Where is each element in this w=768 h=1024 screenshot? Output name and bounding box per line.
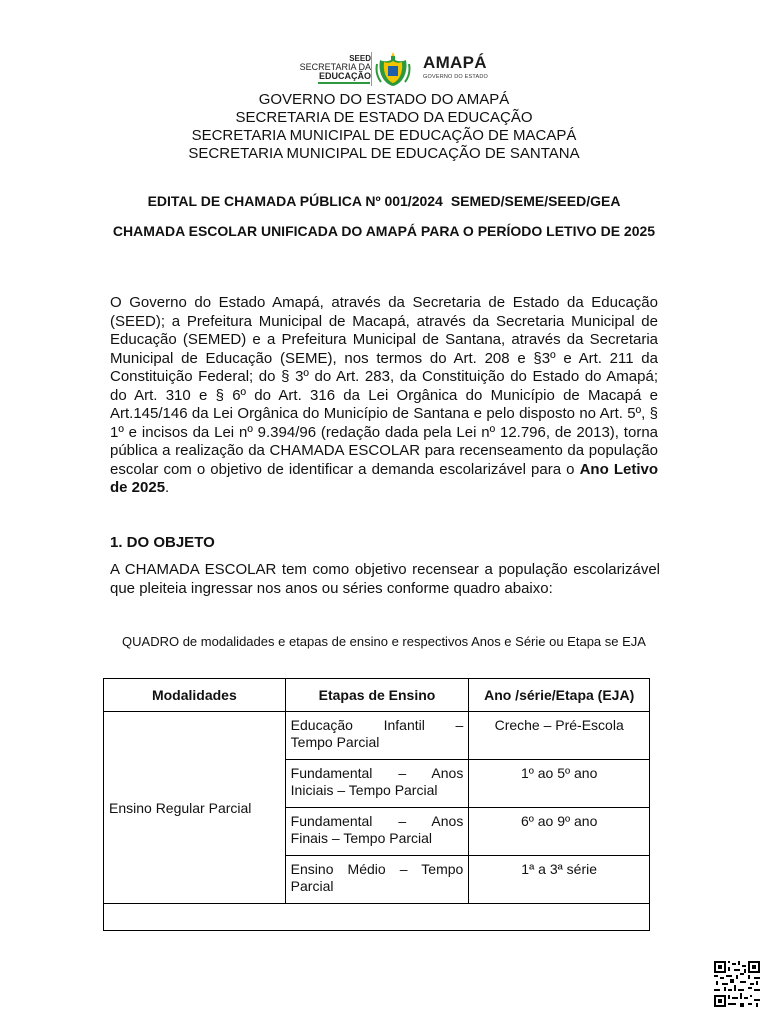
header-line-2: SECRETARIA DE ESTADO DA EDUCAÇÃO <box>235 109 533 126</box>
etapa-line-2: Tempo Parcial <box>290 734 380 750</box>
edital-orgs: SEMED/SEME/SEED/GEA <box>450 193 621 209</box>
table-cell-ano: 6º ao 9º ano <box>469 808 650 856</box>
table-cell-etapa <box>285 856 469 904</box>
table-cell-ano: Creche – Pré-Escola <box>469 712 650 760</box>
amapa-government-logo <box>423 53 488 80</box>
etapa-line-1: Fundamental – Anos <box>290 765 464 781</box>
header-line-3: SECRETARIA MUNICIPAL DE EDUCAÇÃO DE MACAPÁ <box>191 127 577 144</box>
header-line-4: SECRETARIA MUNICIPAL DE EDUCAÇÃO DE SANTANA <box>188 145 580 162</box>
etapa-line-2: Iniciais – Tempo Parcial <box>290 782 438 798</box>
modalidades-table <box>103 678 650 931</box>
intro-period: . <box>165 479 170 496</box>
section-objeto-paragraph: A CHAMADA ESCOLAR tem como objetivo recensear a população escolarizável que pleiteia ingressar nos anos ou séries conforme quadro abaixo: <box>110 561 660 597</box>
table-cell-ano: 1ª a 3ª série <box>469 856 650 904</box>
edital-title <box>0 193 768 209</box>
seed-logo-acronym: SEED <box>349 54 371 63</box>
table-cell-etapa <box>285 712 469 760</box>
logo-separator <box>371 52 372 86</box>
table-row-empty <box>104 904 650 931</box>
intro-paragraph <box>110 294 658 498</box>
seed-logo <box>271 54 371 81</box>
table-header-etapas: Etapas de Ensino <box>285 679 469 712</box>
etapa-line-1: Fundamental – Anos <box>290 813 464 829</box>
amapa-logo-name: AMAPÁ <box>423 53 487 72</box>
section-heading-objeto: 1. DO OBJETO <box>110 534 215 551</box>
amapa-logo-subtitle: GOVERNO DO ESTADO <box>423 74 489 80</box>
qr-code-icon[interactable] <box>714 961 760 1007</box>
intro-text: O Governo do Estado Amapá, através da Secretaria de Estado da Educação (SEED); a Prefeitura Municipal de Macapá, através da Secretaria Municipal de Educação (SEMED) e a Prefeitura Municipal de Santana, através da Secretaria Municipal de Educação (SEME), nos termos do Art. 208 e §3º e Art. 211 da Constituição Federal; do § 3º do Art. 283, da Constituição do Estado do Amapá; do Art. 310 e § 6º do Art. 316 da Lei Orgânica do Município de Macapá e Art.145/146 da Lei Orgânica do Município de Santana e pelo disposto no Art. 5º, § 1º e incisos da Lei nº 9.394/96 (redação dada pela Lei nº 12.796, de 2013), torna pública a realização da CHAMADA ESCOLAR para recenseamento da população escolar com o objetivo de identificar a demanda escolarizável para o <box>110 294 658 478</box>
header-logos <box>0 50 768 88</box>
table-cell-etapa <box>285 808 469 856</box>
etapa-line-1: Educação Infantil – <box>290 717 464 733</box>
quadro-caption: QUADRO de modalidades e etapas de ensino e respectivos Anos e Série ou Etapa se EJA <box>122 634 646 649</box>
table-header-modalidades: Modalidades <box>104 679 286 712</box>
intro-bold-end: Ano Letivo de 2025 <box>110 460 658 496</box>
table-cell-empty <box>104 904 650 931</box>
seed-logo-line2: SECRETARIA DA <box>299 62 371 72</box>
header-line-1: GOVERNO DO ESTADO DO AMAPÁ <box>258 91 510 108</box>
table-cell-ano: 1º ao 5º ano <box>469 760 650 808</box>
seed-logo-underline <box>318 82 370 84</box>
etapa-line-2: Finais – Tempo Parcial <box>290 830 433 846</box>
table-header-ano: Ano /série/Etapa (EJA) <box>469 679 650 712</box>
table-cell-etapa <box>285 760 469 808</box>
seed-logo-line3: EDUCAÇÃO <box>318 71 371 81</box>
table-row <box>104 712 650 760</box>
edital-subtitle: CHAMADA ESCOLAR UNIFICADA DO AMAPÁ PARA O PERÍODO LETIVO DE 2025 <box>112 223 656 239</box>
table-header-row <box>104 679 650 712</box>
etapa-line-2: Parcial <box>290 878 334 894</box>
etapa-line-1: Ensino Médio – Tempo <box>290 861 464 877</box>
edital-number: EDITAL DE CHAMADA PÚBLICA Nº 001/2024 <box>147 193 443 209</box>
amapa-coat-of-arms-icon <box>374 50 412 88</box>
table-cell-modalidade: Ensino Regular Parcial <box>104 712 286 904</box>
government-header <box>0 91 768 163</box>
